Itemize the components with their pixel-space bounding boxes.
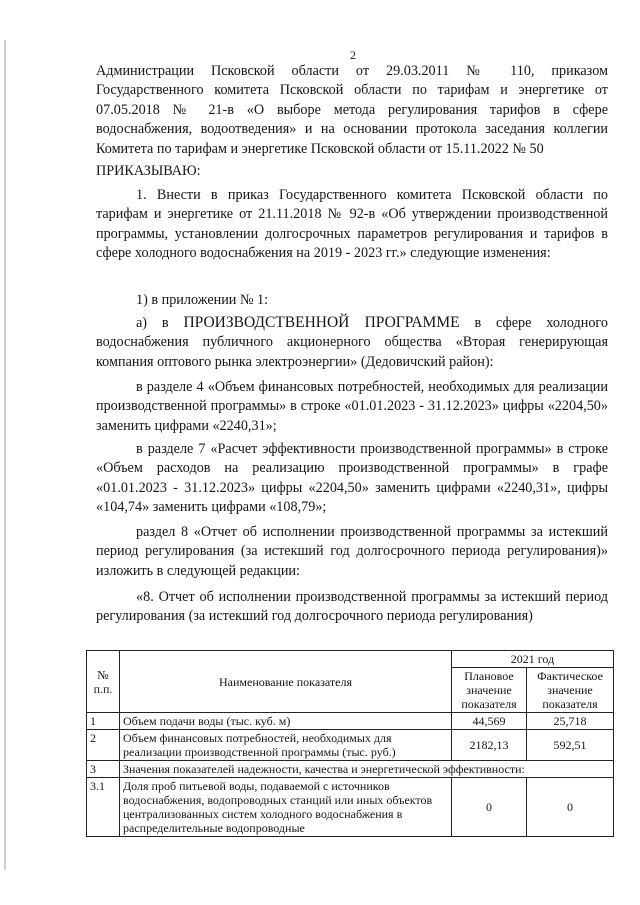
page-number: 2	[350, 48, 356, 62]
scan-edge-shadow	[4, 40, 6, 870]
table-row	[87, 778, 614, 837]
paragraph-section-7: в разделе 7 «Расчет эффективности производственной программы» в строке «Объем расходов на реализацию производственной программы» в графе «01.01.2023 - 31.12.2023» цифры «2204,50» заменить цифрами «2240,31», цифры «104,74» заменить цифрами «108,79»;	[96, 441, 608, 516]
row-indicator: Объем финансовых потребностей, необходимых для реализации производственной программы (тыс. руб.)	[120, 730, 452, 761]
col-header-indicator: Наименование показателя	[120, 651, 452, 713]
row-number: 3.1	[87, 778, 120, 837]
paragraph-preamble-cont: Администрации Псковской области от 29.03.2011 № 110, приказом Государственного комитета Псковской области по тарифам и энергетике от 07.05.2018 № 21-в «О выборе метода регулирования тарифов в сфере водоснабжения, водоотведения» и на основании протокола заседания коллегии Комитета по тарифам и энергетике Псковской области от 15.11.2022 № 50	[96, 63, 608, 157]
col-header-actual: Фактическое значение показателя	[527, 668, 614, 713]
production-program-title: ПРОИЗВОДСТВЕННОЙ ПРОГРАММЕ	[183, 314, 460, 331]
row-indicator: Объем подачи воды (тыс. куб. м)	[120, 713, 452, 730]
row-actual: 0	[527, 778, 614, 837]
table-row	[87, 713, 614, 730]
paragraph-a	[96, 313, 608, 372]
row-planned: 44,569	[452, 713, 527, 730]
col-header-planned: Плановое значение показателя	[452, 668, 527, 713]
row-actual: 25,718	[527, 713, 614, 730]
paragraph-item-1: 1. Внести в приказ Государственного комитета Псковской области по тарифам и энергетике от 21.11.2018 № 92-в «Об утверждении производственной программы, установлении долгосрочных параметров регулирования и тарифов в сфере холодного водоснабжения на 2019 - 2023 гг.» следующие изменения:	[96, 187, 608, 262]
paragraph-section-8-heading: «8. Отчет об исполнении производственной программы за истекший период регулирования (за истекший год долгосрочного периода регулирования)	[96, 589, 608, 625]
table-row	[87, 761, 614, 778]
paragraph-appendix: 1) в приложении № 1:	[136, 292, 269, 308]
report-table	[86, 650, 614, 837]
row-planned: 2182,13	[452, 730, 527, 761]
col-header-number: № п.п.	[87, 651, 120, 713]
row-number: 1	[87, 713, 120, 730]
paragraph-a-suffix: в сфере холодного водоснабжения публичного акционерного общества «Вторая генерирующая компания оптового рынка электроэнергии» (Дедовичский район):	[96, 315, 608, 370]
paragraph-a-prefix: а) в	[136, 315, 184, 331]
row-number: 2	[87, 730, 120, 761]
row-planned: 0	[452, 778, 527, 837]
paragraph-section-4: в разделе 4 «Объем финансовых потребностей, необходимых для реализации производственной программы» в строке «01.01.2023 - 31.12.2023» цифры «2204,50» заменить цифрами «2240,31»;	[96, 379, 608, 434]
col-header-year: 2021 год	[452, 651, 614, 668]
table-row	[87, 730, 614, 761]
row-actual: 592,51	[527, 730, 614, 761]
order-word: ПРИКАЗЫВАЮ:	[96, 163, 201, 179]
paragraph-section-8: раздел 8 «Отчет об исполнении производственной программы за истекший период регулирования (за истекший год долгосрочного периода регулирования)» изложить в следующей редакции:	[96, 524, 608, 579]
row-number: 3	[87, 761, 120, 778]
row-indicator: Доля проб питьевой воды, подаваемой с источников водоснабжения, водопроводных станций или иных объектов централизованных систем холодного водоснабжения в распределительные водопроводные	[120, 778, 452, 837]
row-section-title: Значения показателей надежности, качества и энергетической эффективности:	[120, 761, 614, 778]
